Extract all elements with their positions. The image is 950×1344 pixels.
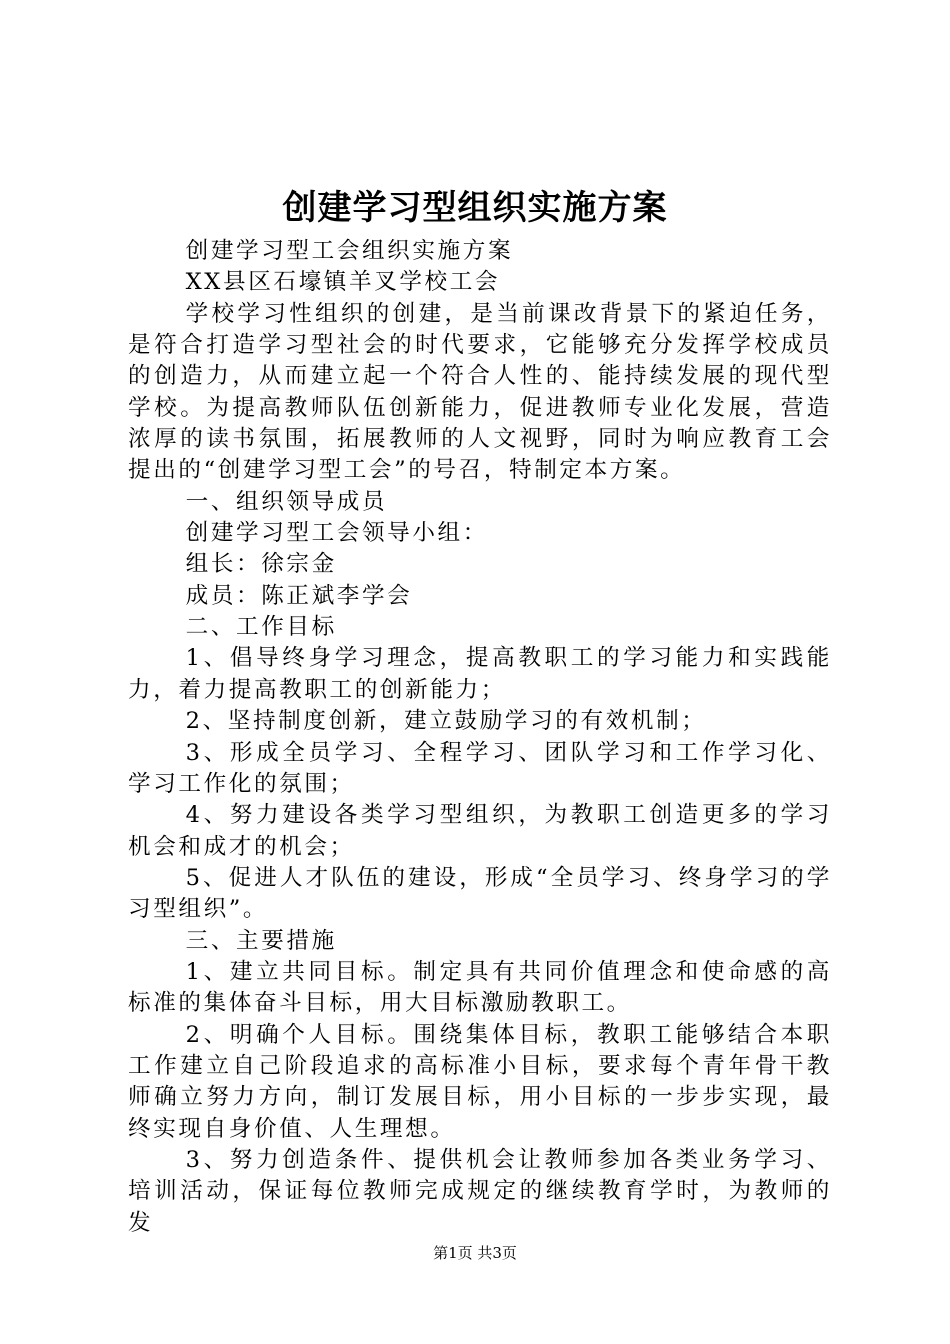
document-body bbox=[128, 236, 832, 1239]
list-item: 5、促进人才队伍的建设，形成“全员学习、终身学习的学习型组织”。 bbox=[128, 864, 832, 923]
paragraph: 组长：徐宗金 bbox=[185, 551, 337, 578]
paragraph: 创建学习型工会领导小组： bbox=[185, 520, 488, 547]
paragraph: XX县区石壕镇羊叉学校工会 bbox=[185, 269, 501, 296]
list-item: 3、形成全员学习、全程学习、团队学习和工作学习化、学习工作化的氛围； bbox=[128, 739, 832, 797]
list-item: 4、努力建设各类学习型组织，为教职工创造更多的学习机会和成才的机会； bbox=[128, 802, 832, 860]
section-heading: 二、工作目标 bbox=[185, 614, 337, 641]
list-item: 3、努力创造条件、提供机会让教师参加各类业务学习、培训活动，保证每位教师完成规定的继续教育学时，为教师的发 bbox=[128, 1146, 832, 1236]
list-item: 2、坚持制度创新，建立鼓励学习的有效机制； bbox=[185, 708, 707, 735]
section-heading: 一、组织领导成员 bbox=[185, 488, 388, 515]
list-item: 1、建立共同目标。制定具有共同价值理念和使命感的高标准的集体奋斗目标，用大目标激励教职工。 bbox=[128, 958, 832, 1017]
list-item: 2、明确个人目标。围绕集体目标，教职工能够结合本职工作建立自己阶段追求的高标准小目标，要求每个青年骨干教师确立努力方向，制订发展目标，用小目标的一步步实现，最终实现自身价值、人生理想。 bbox=[128, 1021, 832, 1142]
paragraph: 成员：陈正斌李学会 bbox=[185, 582, 413, 609]
list-item: 1、倡导终身学习理念，提高教职工的学习能力和实践能力，着力提高教职工的创新能力； bbox=[128, 645, 832, 703]
document-title: 创建学习型组织实施方案 bbox=[282, 188, 668, 228]
paragraph: 创建学习型工会组织实施方案 bbox=[185, 238, 514, 264]
section-heading: 三、主要措施 bbox=[185, 927, 337, 954]
page-number-footer: 第1页 共3页 bbox=[433, 1244, 517, 1262]
paragraph: 学校学习性组织的创建，是当前课改背景下的紧迫任务，是符合打造学习型社会的时代要求，它能够充分发挥学校成员的创造力，从而建立起一个符合人性的、能持续发展的现代型学校。为提高教师队伍创新能力，促进教师专业化发展，营造浓厚的读书氛围，拓展教师的人文视野，同时为响应教育工会提出的“创建学习型工会”的号召，特制定本方案。 bbox=[128, 300, 832, 484]
